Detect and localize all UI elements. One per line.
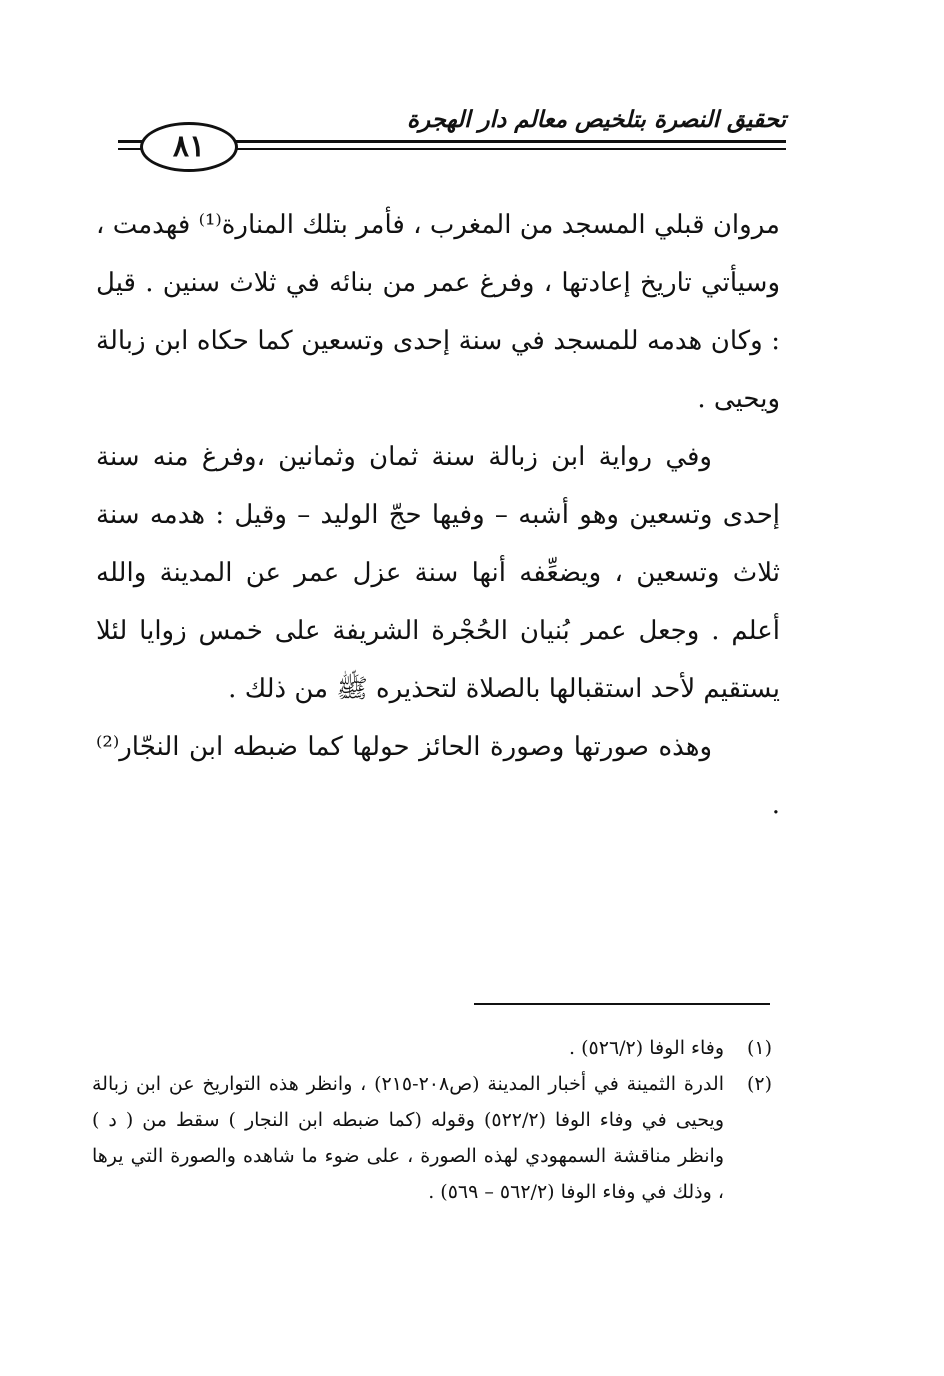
footnote-number: (٢) — [746, 1073, 772, 1095]
footnote-2 — [92, 1066, 772, 1210]
footnote-text: وفاء الوفا (٥٢٦/٢) . — [569, 1037, 724, 1059]
footnote-number: (١) — [746, 1037, 772, 1059]
page-number: ٨١ — [140, 122, 238, 172]
paragraph-2: وفي رواية ابن زبالة سنة ثمان وثمانين ،وفرغ منه سنة إحدى وتسعين وهو أشبه – وفيها حجّ الوليد – وقيل : هدمه سنة ثلاث وتسعين ، ويضعِّفه أنها سنة عزل عمر عن المدينة والله أعلم . وجعل عمر بُنيان الحُجْرة الشريفة على خمس زوايا لئلا يستقيم لأحد استقبالها بالصلاة لتحذيره ﷺ من ذلك . — [96, 442, 780, 704]
paragraph-3: وهذه صورتها وصورة الحائز حولها كما ضبطه ابن النجّار⁽²⁾ . — [96, 732, 780, 820]
footnote-divider — [474, 1003, 770, 1005]
page-header — [118, 100, 786, 170]
footnote-text: الدرة الثمينة في أخبار المدينة (ص٢٠٨-٢١٥) ، وانظر هذه التواريخ عن ابن زبالة ويحيى في وفاء الوفا (٥٢٢/٢) وقوله (كما ضبطه ابن النجار ) سقط من ( د ) وانظر مناقشة السمهودي لهذه الصورة ، على ضوء ما شاهده والصورة التي يرها ، وذلك في وفاء الوفا (٥٦٢/٢ – ٥٦٩) . — [92, 1073, 724, 1203]
body-text — [96, 196, 780, 834]
paragraph-1: مروان قبلي المسجد من المغرب ، فأمر بتلك المنارة⁽¹⁾ فهدمت ، وسيأتي تاريخ إعادتها ، وفرغ عمر من بنائه في ثلاث سنين . قيل : وكان هدمه للمسجد في سنة إحدى وتسعين كما حكاه ابن زبالة ويحيى . — [96, 210, 780, 414]
footnotes — [92, 1030, 772, 1210]
footnote-1 — [92, 1030, 772, 1066]
running-title: تحقيق النصرة بتلخيص معالم دار الهجرة — [406, 106, 786, 133]
